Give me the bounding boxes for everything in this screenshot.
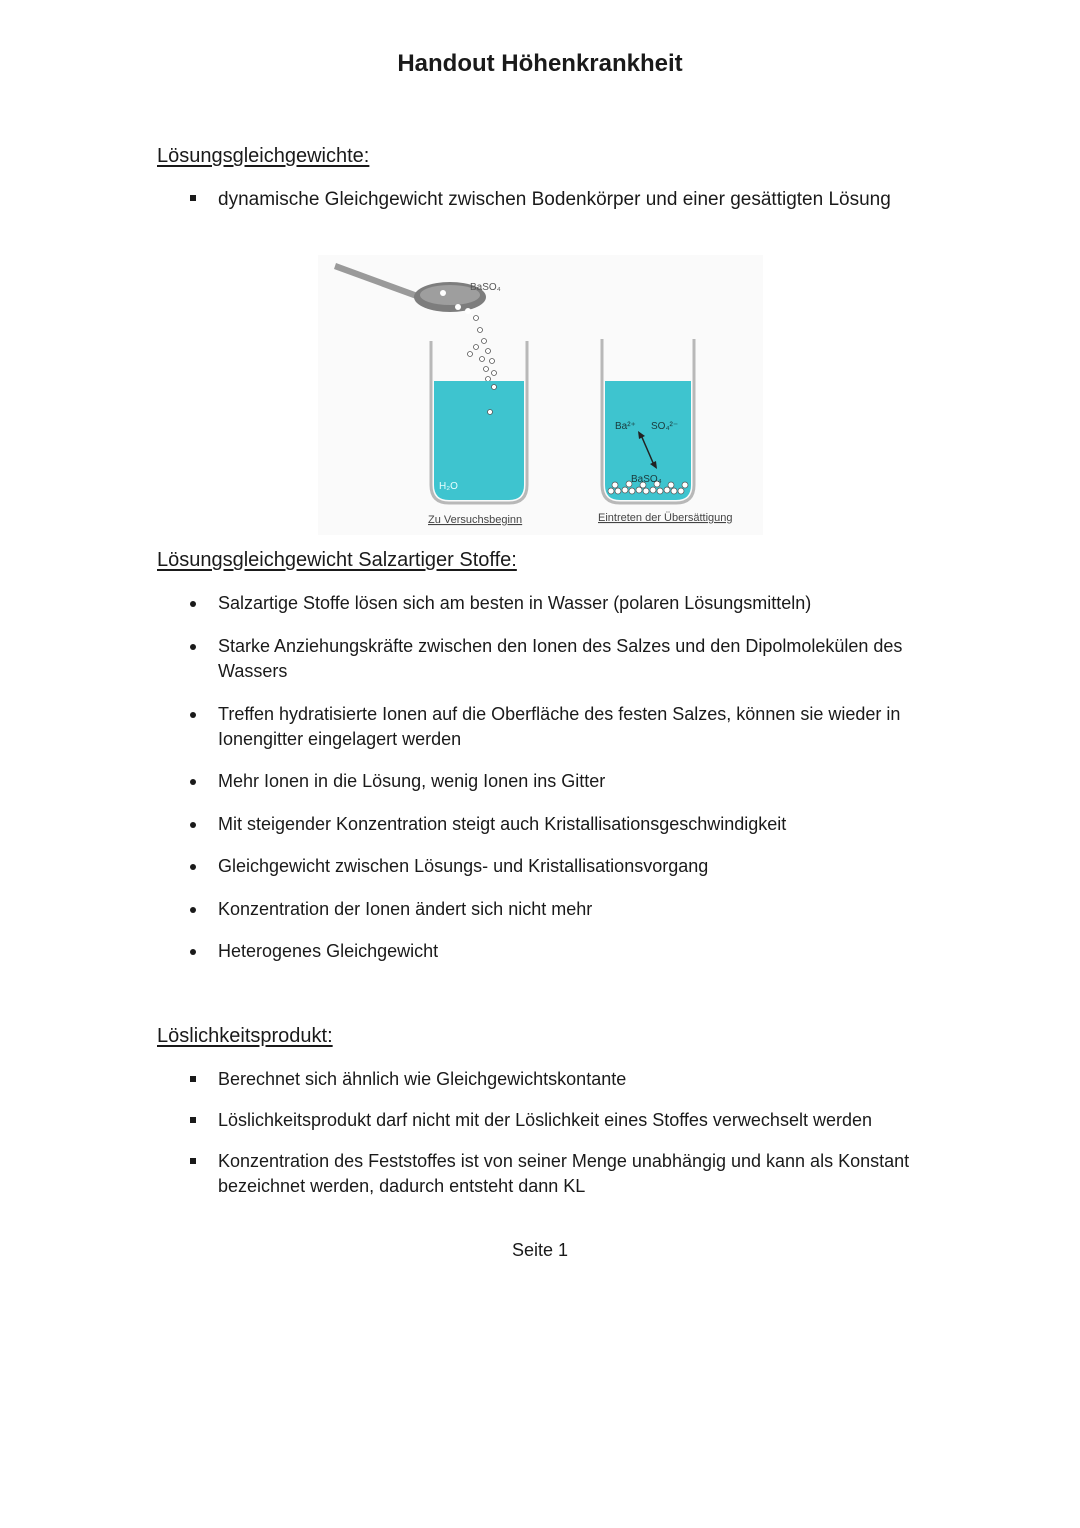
list-item-text: Heterogenes Gleichgewicht xyxy=(218,941,439,961)
list-item xyxy=(157,186,917,213)
list-item-text: Gleichgewicht zwischen Lösungs- und Kristallisationsvorgang xyxy=(218,856,709,876)
list-item-text: Starke Anziehungskräfte zwischen den Ionen des Salzes und den Dipolmolekülen des Wassers xyxy=(218,636,903,681)
section-heading-solution-equilibria: Lösungsgleichgewichte: xyxy=(157,145,370,167)
list-item-text: Treffen hydratisierte Ionen auf die Oberfläche des festen Salzes, können sie wieder in Ionengitter eingelagert werden xyxy=(218,704,901,749)
list-item xyxy=(157,939,917,964)
list-item xyxy=(157,591,917,616)
precipitate-label: BaSO₄ xyxy=(631,474,662,485)
section3-list xyxy=(157,1067,917,1199)
figure-background xyxy=(318,255,763,535)
list-item xyxy=(157,897,917,922)
section2-list xyxy=(157,591,917,964)
list-item-text: Berechnet sich ähnlich wie Gleichgewichtskontante xyxy=(218,1069,627,1089)
list-item-text: dynamische Gleichgewicht zwischen Bodenkörper und einer gesättigten Lösung xyxy=(218,189,891,210)
list-item xyxy=(157,634,917,684)
list-item-text: Löslichkeitsprodukt darf nicht mit der Löslichkeit eines Stoffes verwechselt werden xyxy=(218,1110,872,1130)
page-number: Seite 1 xyxy=(511,1240,569,1260)
list-item xyxy=(157,1067,917,1092)
section-heading-solubility-product: Löslichkeitsprodukt: xyxy=(157,1025,333,1047)
list-item-text: Mehr Ionen in die Lösung, wenig Ionen ins Gitter xyxy=(218,771,606,791)
list-item xyxy=(157,1149,917,1199)
beaker-diagram xyxy=(318,255,763,535)
ion-ba-label: Ba²⁺ xyxy=(615,421,636,432)
caption-left: Zu Versuchsbeginn xyxy=(428,514,523,526)
water-label: H₂O xyxy=(439,481,458,492)
caption-right: Eintreten der Übersättigung xyxy=(598,512,733,524)
section1-list xyxy=(157,186,917,213)
section-heading-salt-equilibrium: Lösungsgleichgewicht Salzartiger Stoffe: xyxy=(157,549,517,571)
ion-so4-label: SO₄²⁻ xyxy=(651,421,679,432)
list-item-text: Mit steigender Konzentration steigt auch Kristallisationsgeschwindigkeit xyxy=(218,814,787,834)
list-item xyxy=(157,812,917,837)
beaker-diagram-svg xyxy=(318,255,763,535)
list-item xyxy=(157,1108,917,1133)
list-item-text: Konzentration des Feststoffes ist von seiner Menge unabhängig und kann als Konstant bezeichnet werden, dadurch entsteht dann KL xyxy=(218,1151,910,1196)
list-item xyxy=(157,769,917,794)
list-item xyxy=(157,702,917,752)
spoon-label: BaSO₄ xyxy=(470,282,501,293)
page-title: Handout Höhenkrankheit xyxy=(397,50,683,77)
list-item-text: Salzartige Stoffe lösen sich am besten in Wasser (polaren Lösungsmitteln) xyxy=(218,593,812,613)
list-item xyxy=(157,854,917,879)
list-item-text: Konzentration der Ionen ändert sich nicht mehr xyxy=(218,899,593,919)
